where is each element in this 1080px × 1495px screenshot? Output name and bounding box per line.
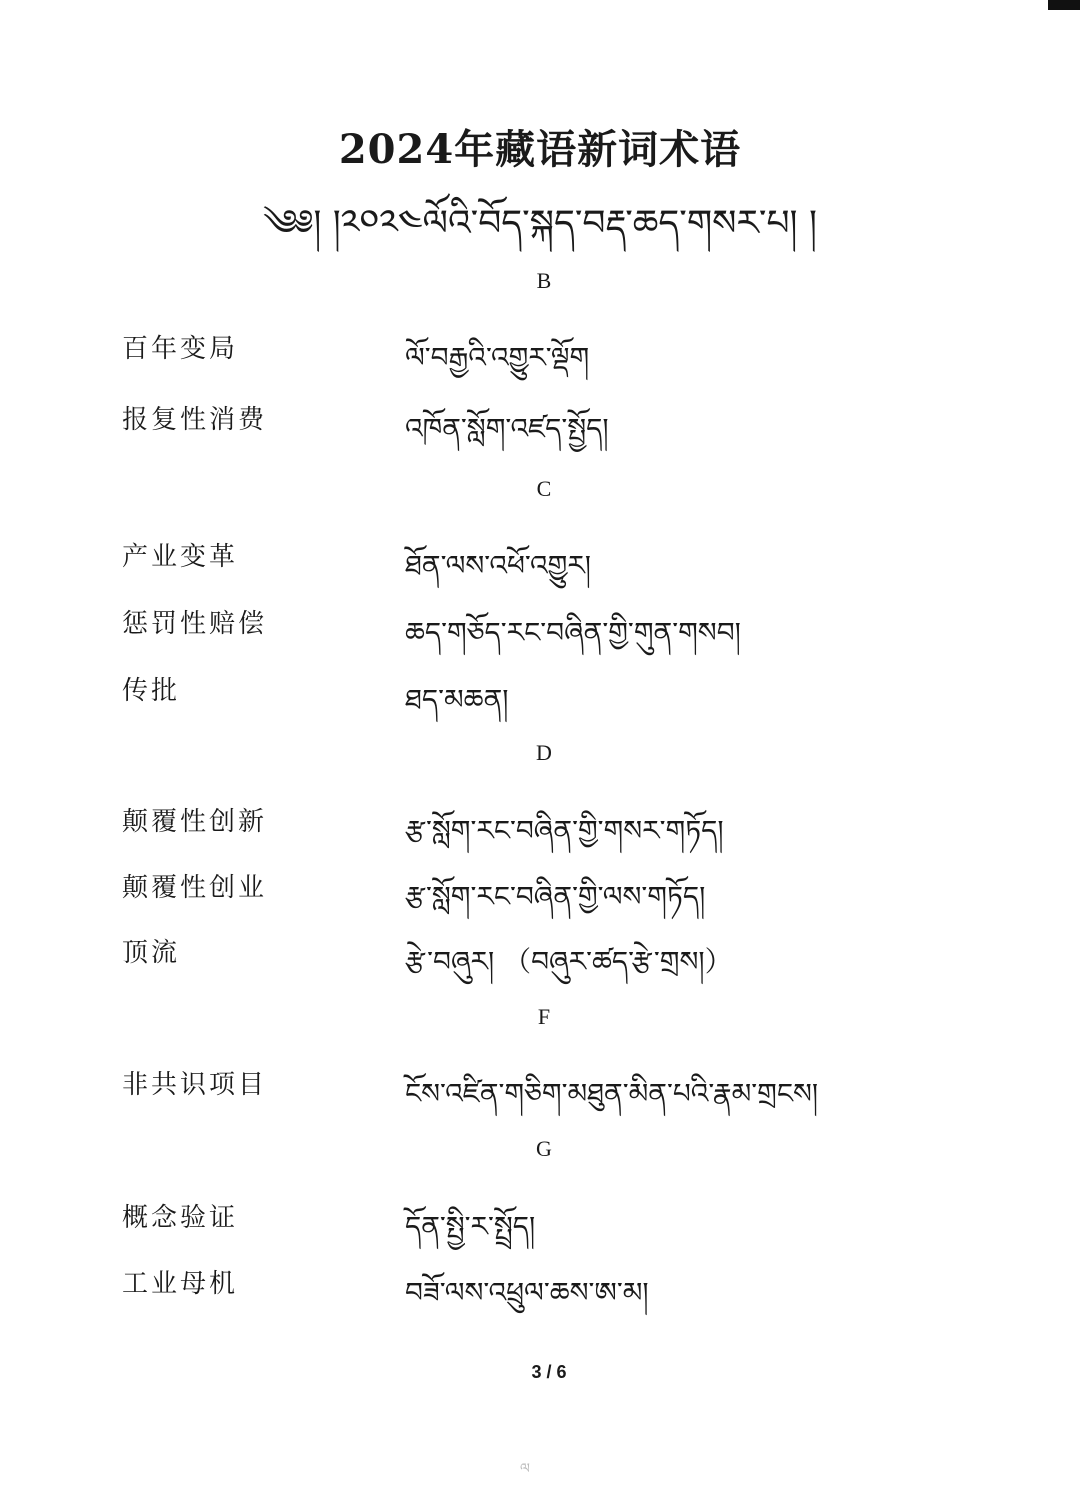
- term-chinese: 传批: [122, 676, 181, 706]
- term-chinese: 顶流: [122, 938, 181, 968]
- section-letter-c: C: [536, 476, 552, 501]
- document-title-tibetan: ༄༅། །༢༠༢༤ལོའི་བོད་སྐད་བརྡ་ཆད་གསར་པ། །: [263, 203, 817, 244]
- term-chinese: 惩罚性赔偿: [122, 609, 268, 639]
- term-chinese: 颠覆性创业: [122, 873, 268, 903]
- section-letter-d: D: [536, 740, 552, 765]
- term-tibetan: ངོས་འཛིན་གཅིག་མཐུན་མིན་པའི་རྣམ་གྲངས།: [405, 1077, 819, 1110]
- term-tibetan: བཟོ་ལས་འཕྲུལ་ཆས་ཨ་མ།: [405, 1276, 649, 1309]
- faint-stamp-mark: ལ: [520, 1461, 530, 1477]
- term-tibetan: ཆད་གཅོད་རང་བཞིན་གྱི་གུན་གསབ།: [405, 616, 741, 649]
- term-tibetan: ལོ་བརྒྱའི་འགྱུར་ལྡོག: [405, 341, 590, 374]
- term-chinese: 百年变局: [122, 334, 239, 364]
- term-tibetan: ཐད་མཆན།: [405, 683, 509, 716]
- term-chinese: 概念验证: [122, 1203, 239, 1233]
- term-chinese: 报复性消费: [122, 405, 268, 435]
- document-title: 2024年藏语新词术语: [338, 126, 742, 173]
- term-chinese: 产业变革: [122, 542, 239, 572]
- term-tibetan: རྩ་སློག་རང་བཞིན་གྱི་གསར་གཏོད།: [405, 814, 724, 847]
- term-chinese: 非共识项目: [122, 1070, 268, 1100]
- term-chinese: 工业母机: [122, 1269, 239, 1299]
- section-letter-b: B: [536, 268, 552, 293]
- term-tibetan: དོན་སྤྱི་ར་སྤྲོད།: [405, 1210, 536, 1243]
- term-tibetan: ཐོན་ལས་འཕོ་འགྱུར།: [405, 549, 591, 582]
- term-chinese: 颠覆性创新: [122, 807, 268, 837]
- scan-edge-mark: [1048, 0, 1080, 10]
- section-letter-f: F: [537, 1004, 551, 1029]
- term-tibetan: རྩེ་བཞུར། （བཞུར་ཚད་རྩེ་གྲས།）: [405, 945, 733, 978]
- term-tibetan: འཁོན་སློག་འཛད་སྤྱོད།: [405, 412, 609, 445]
- term-tibetan: རྩ་སློག་རང་བཞིན་གྱི་ལས་གཏོད།: [405, 880, 706, 913]
- page-number: 3 / 6: [531, 1362, 567, 1382]
- section-letter-g: G: [536, 1136, 552, 1161]
